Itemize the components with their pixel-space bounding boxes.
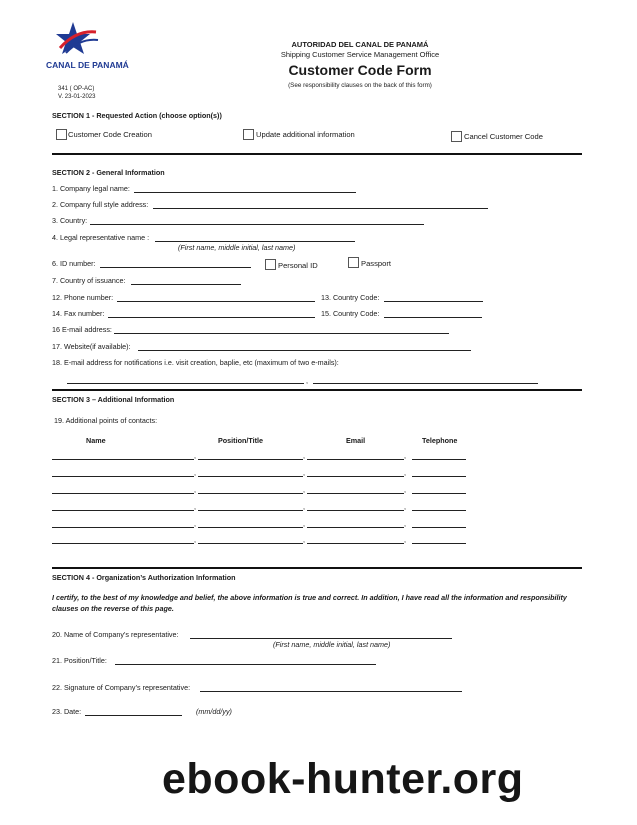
rep-name-label: 20. Name of Company’s representative: <box>52 630 179 639</box>
contact-name-field[interactable] <box>52 510 194 511</box>
country-code-15-field[interactable] <box>384 317 482 318</box>
watermark-text: ebook-hunter.org <box>162 755 524 803</box>
section-divider <box>52 153 582 155</box>
comma-separator: , <box>303 502 305 511</box>
comma-separator: , <box>404 451 406 460</box>
website-label: 17. Website(if available): <box>52 342 131 351</box>
section2-title: SECTION 2 - General Information <box>52 168 165 177</box>
comma-separator: , <box>303 468 305 477</box>
page-subtitle: (See responsibility clauses on the back of this form) <box>288 82 432 89</box>
passport-label: Passport <box>361 259 391 268</box>
logo-text: CANAL DE PANAMÁ <box>46 60 129 70</box>
email-field[interactable] <box>114 333 449 334</box>
legal-name-field[interactable] <box>134 192 356 193</box>
comma-separator: , <box>194 519 196 528</box>
comma-separator: , <box>404 535 406 544</box>
signature-label: 22. Signature of Company’s representative: <box>52 683 191 692</box>
checkbox-personal-id[interactable] <box>265 259 276 270</box>
fax-field[interactable] <box>108 317 315 318</box>
contact-email-field[interactable] <box>307 543 404 544</box>
comma-separator: , <box>194 502 196 511</box>
comma-separator: , <box>194 485 196 494</box>
contact-telephone-field[interactable] <box>412 476 466 477</box>
comma-separator: , <box>194 535 196 544</box>
contact-telephone-field[interactable] <box>412 527 466 528</box>
comma-separator: , <box>404 502 406 511</box>
authority-name: AUTORIDAD DEL CANAL DE PANAMÁ <box>291 40 429 49</box>
contact-name-field[interactable] <box>52 493 194 494</box>
contact-position-field[interactable] <box>198 527 303 528</box>
country-label: 3. Country: <box>52 216 88 225</box>
contact-email-field[interactable] <box>307 510 404 511</box>
country-code-13-label: 13. Country Code: <box>321 293 380 302</box>
notification-email-2-field[interactable] <box>313 383 538 384</box>
contact-position-field[interactable] <box>198 493 303 494</box>
comma-separator: , <box>194 468 196 477</box>
country-code-15-label: 15. Country Code: <box>321 309 380 318</box>
phone-field[interactable] <box>117 301 315 302</box>
office-name: Shipping Customer Service Management Office <box>280 50 440 59</box>
contact-email-field[interactable] <box>307 476 404 477</box>
contact-email-field[interactable] <box>307 459 404 460</box>
contact-position-field[interactable] <box>198 476 303 477</box>
country-issuance-field[interactable] <box>131 284 241 285</box>
notification-email-label: 18. E-mail address for notifications i.e. visit creation, baplie, etc (maximum of two e-mails): <box>52 358 339 367</box>
section-divider <box>52 389 582 391</box>
certification-text: I certify, to the best of my knowledge and belief, the above information is true and correct. In addition, I have read all the information and responsibility clauses on the reverse of this page. <box>52 593 567 613</box>
contact-email-field[interactable] <box>307 493 404 494</box>
rep-name-hint: (First name, middle initial, last name) <box>273 640 391 649</box>
checkbox-customer-code-creation[interactable] <box>56 129 67 140</box>
col-header-telephone: Telephone <box>422 436 458 445</box>
contact-telephone-field[interactable] <box>412 459 466 460</box>
contact-position-field[interactable] <box>198 459 303 460</box>
canal-logo <box>46 20 129 75</box>
option-label-cancel: Cancel Customer Code <box>464 132 543 141</box>
personal-id-label: Personal ID <box>278 261 318 270</box>
col-header-position: Position/Title <box>218 436 263 445</box>
contact-email-field[interactable] <box>307 527 404 528</box>
full-style-label: 2. Company full style address: <box>52 200 149 209</box>
id-number-field[interactable] <box>100 267 251 268</box>
checkbox-cancel-code[interactable] <box>451 131 462 142</box>
section1-title: SECTION 1 - Requested Action (choose option(s)) <box>52 111 222 120</box>
notification-email-separator: , <box>306 376 308 385</box>
comma-separator: , <box>303 485 305 494</box>
phone-label: 12. Phone number: <box>52 293 114 302</box>
notification-email-1-field[interactable] <box>67 383 304 384</box>
date-label: 23. Date: <box>52 707 82 716</box>
contact-name-field[interactable] <box>52 543 194 544</box>
comma-separator: , <box>303 451 305 460</box>
contact-telephone-field[interactable] <box>412 543 466 544</box>
position-label: 21. Position/Title: <box>52 656 107 665</box>
legal-rep-label: 4. Legal representative name : <box>52 233 150 242</box>
comma-separator: , <box>404 468 406 477</box>
legal-rep-field[interactable] <box>155 241 355 242</box>
position-field[interactable] <box>115 664 376 665</box>
section4-title: SECTION 4 - Organization’s Authorization Information <box>52 573 236 582</box>
country-field[interactable] <box>90 224 424 225</box>
comma-separator: , <box>194 451 196 460</box>
contacts-label: 19. Additional points of contacts: <box>54 416 158 425</box>
id-number-label: 6. ID number: <box>52 259 96 268</box>
rep-name-field[interactable] <box>190 638 452 639</box>
comma-separator: , <box>303 535 305 544</box>
section3-title: SECTION 3 – Additional Information <box>52 395 175 404</box>
contact-position-field[interactable] <box>198 543 303 544</box>
contact-telephone-field[interactable] <box>412 510 466 511</box>
country-code-13-field[interactable] <box>384 301 483 302</box>
checkbox-passport[interactable] <box>348 257 359 268</box>
country-issuance-label: 7. Country of issuance: <box>52 276 126 285</box>
fax-label: 14. Fax number: <box>52 309 105 318</box>
star-logo-icon <box>52 20 124 62</box>
comma-separator: , <box>404 519 406 528</box>
contact-name-field[interactable] <box>52 476 194 477</box>
date-field[interactable] <box>85 715 182 716</box>
email-label: 16 E-mail address: <box>52 325 112 334</box>
date-format-hint: (mm/dd/yy) <box>196 707 232 716</box>
contact-position-field[interactable] <box>198 510 303 511</box>
form-number: 341 ( OP-AC) <box>58 86 95 92</box>
signature-field[interactable] <box>200 691 462 692</box>
page-title: Customer Code Form <box>288 62 432 78</box>
checkbox-update-info[interactable] <box>243 129 254 140</box>
legal-rep-hint: (First name, middle initial, last name) <box>178 243 296 252</box>
website-field[interactable] <box>138 350 471 351</box>
comma-separator: , <box>303 519 305 528</box>
contact-name-field[interactable] <box>52 527 194 528</box>
comma-separator: , <box>404 485 406 494</box>
option-label-creation: Customer Code Creation <box>68 130 152 139</box>
legal-name-label: 1. Company legal name: <box>52 184 130 193</box>
form-version: V. 23-01-2023 <box>58 94 96 100</box>
col-header-email: Email <box>346 436 366 445</box>
col-header-name: Name <box>86 436 106 445</box>
full-style-field[interactable] <box>153 208 488 209</box>
contact-name-field[interactable] <box>52 459 194 460</box>
option-label-update: Update additional information <box>256 130 355 139</box>
section-divider <box>52 567 582 569</box>
contact-telephone-field[interactable] <box>412 493 466 494</box>
